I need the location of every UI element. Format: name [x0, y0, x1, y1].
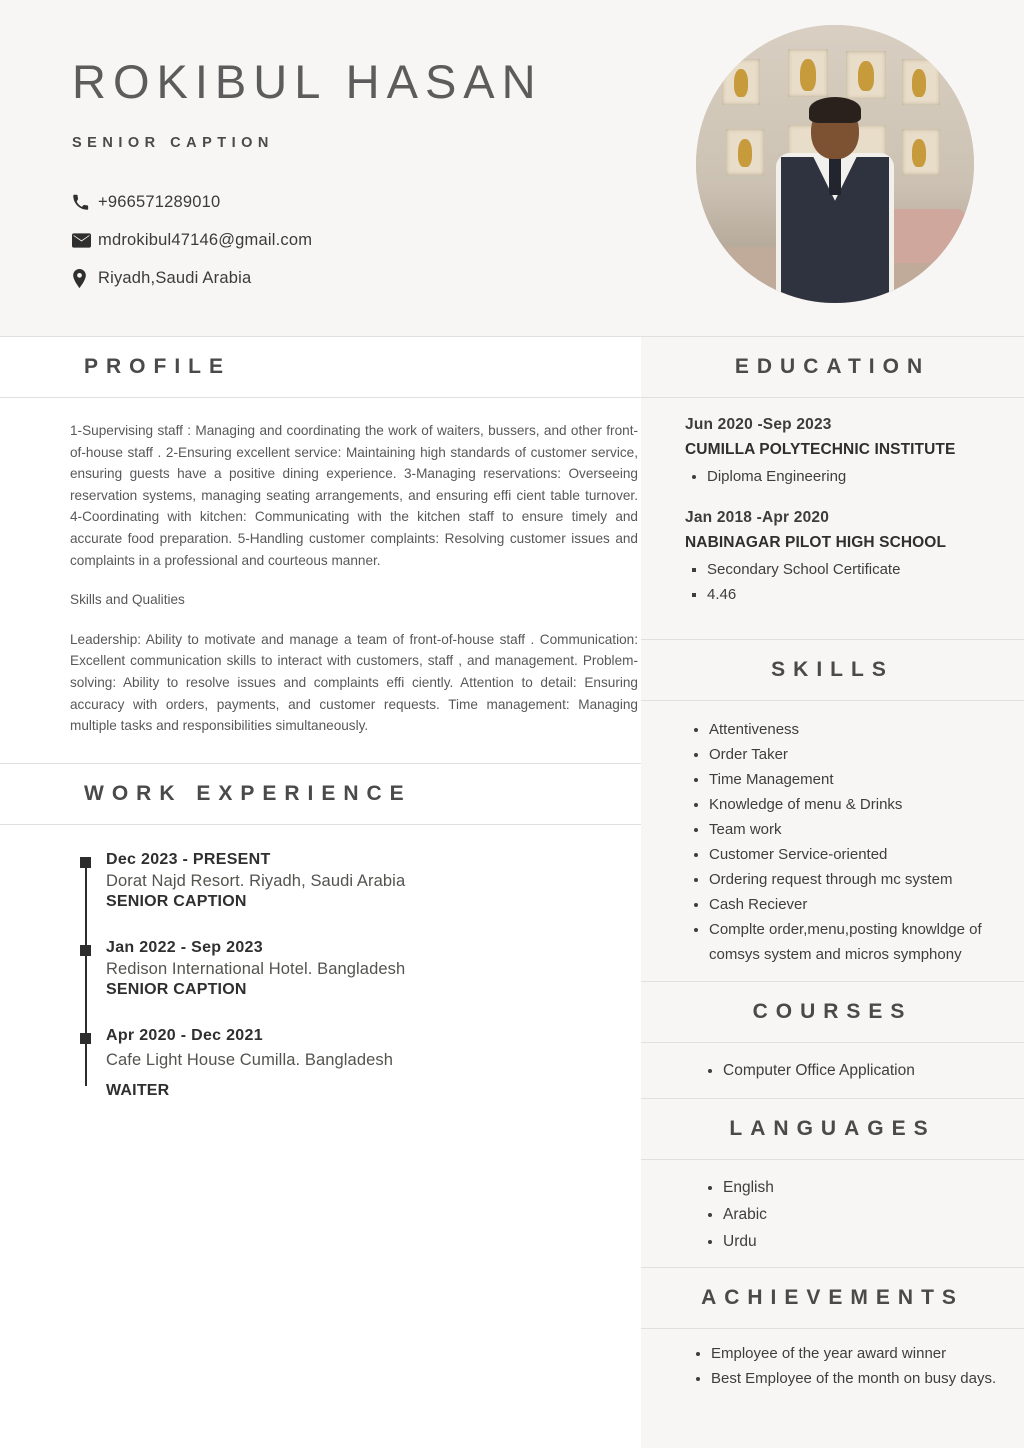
- profile-paragraph-1: 1-Supervising staff : Managing and coordinating the work of waiters, bussers, and other front-of-house staff . 2-Ensuring excellent service: Maintaining high standards of customer service, ensuring guests have a positive dining experience. 3-Managing reservations: Overseeing reservation systems, managing seating arrangements, and ensuring effi cient table turnover. 4-Coordinating with kitchen: Communicating with the kitchen staff to ensure timely and accurate food preparation. 5-Handling customer complaints: Resolving customer issues and complaints in a professional and courteous manner.: [70, 423, 638, 568]
- work-heading: WORK EXPERIENCE: [84, 781, 412, 805]
- phone-icon: [72, 194, 98, 211]
- skills-heading: SKILLS: [771, 658, 894, 681]
- list-item: • English: [723, 1174, 1006, 1201]
- courses-section-header: [641, 981, 1024, 1043]
- list-item: • Employee of the year award winner: [711, 1341, 1008, 1366]
- list-item: • Team work: [709, 817, 1006, 842]
- education-list: [641, 398, 1024, 639]
- profile-paragraph-3: Leadership: Ability to motivate and manage a team of front-of-house staff . Communication: Excellent communication skills to interact with customers, staff , and management. Problem-solving: Ability to resolve issues and complaints effi ciently. Attention to detail: Ensuring accuracy with orders, payments, and customer requests. Time management: Managing multiple tasks and responsibilities simultaneously.: [70, 631, 638, 734]
- work-item-date: Jan 2022 - Sep 2023: [106, 938, 263, 956]
- phone-text: +966571289010: [98, 192, 221, 211]
- list-item: ▪ 4.46: [707, 582, 1002, 607]
- list-item: • Urdu: [723, 1228, 1006, 1255]
- list-item: • Best Employee of the month on busy days.: [711, 1366, 1008, 1391]
- list-item: • Complte order,menu,posting knowldge of comsys system and micros symphony: [709, 917, 1006, 967]
- work-item-place: Dorat Najd Resort. Riyadh, Saudi Arabia: [106, 871, 406, 890]
- list-item: ▪ Secondary School Certificate: [707, 557, 1002, 582]
- education-section-header: [641, 336, 1024, 398]
- list-item: • Order Taker: [709, 742, 1006, 767]
- courses-heading: COURSES: [752, 1000, 913, 1023]
- education-item: [685, 509, 1002, 607]
- contact-phone[interactable]: [72, 191, 641, 213]
- work-section-header: [0, 763, 641, 825]
- profile-photo: [696, 25, 974, 303]
- languages-list: [641, 1160, 1024, 1267]
- education-item-date: Jun 2020 -Sep 2023: [685, 416, 832, 433]
- candidate-name: ROKIBUL HASAN: [72, 55, 543, 108]
- work-item-place: Cafe Light House Cumilla. Bangladesh: [106, 1050, 394, 1069]
- education-item-details: [685, 557, 1002, 607]
- work-item-role: SENIOR CAPTION: [106, 892, 247, 910]
- candidate-job-title: SENIOR CAPTION: [72, 135, 274, 151]
- education-item-school: CUMILLA POLYTECHNIC INSTITUTE: [685, 441, 956, 458]
- list-item: • Customer Service-oriented: [709, 842, 1006, 867]
- contact-email[interactable]: [72, 229, 641, 251]
- education-item-school: NABINAGAR PILOT HIGH SCHOOL: [685, 534, 947, 551]
- work-item-date: Dec 2023 - PRESENT: [106, 850, 271, 868]
- education-item-details: [685, 464, 1002, 489]
- right-column: [641, 0, 1024, 1448]
- contact-list: [72, 191, 641, 289]
- courses-list: [641, 1043, 1024, 1098]
- list-item: • Ordering request through mc system: [709, 867, 1006, 892]
- list-item: • Diploma Engineering: [707, 464, 1002, 489]
- skills-list: [641, 701, 1024, 981]
- profile-section-header: [0, 336, 641, 398]
- list-item: • Cash Reciever: [709, 892, 1006, 917]
- languages-heading: LANGUAGES: [729, 1117, 936, 1140]
- email-text: mdrokibul47146@gmail.com: [98, 230, 313, 249]
- education-item: [685, 416, 1002, 489]
- timeline-bullet-icon: [80, 1033, 91, 1044]
- timeline-bullet-icon: [80, 945, 91, 956]
- work-item-place: Redison International Hotel. Bangladesh: [106, 959, 406, 978]
- work-item: [0, 1027, 641, 1100]
- list-item: • Computer Office Application: [723, 1057, 1006, 1084]
- achievements-section-header: [641, 1267, 1024, 1329]
- list-item: • Attentiveness: [709, 717, 1006, 742]
- location-text: Riyadh,Saudi Arabia: [98, 268, 252, 287]
- list-item: • Time Management: [709, 767, 1006, 792]
- work-item-role: WAITER: [106, 1081, 170, 1099]
- work-item-role: SENIOR CAPTION: [106, 980, 247, 998]
- work-item: [0, 939, 641, 999]
- profile-heading: PROFILE: [84, 355, 232, 378]
- list-item: • Arabic: [723, 1201, 1006, 1228]
- languages-section-header: [641, 1098, 1024, 1160]
- location-icon: [72, 269, 98, 288]
- profile-body: [0, 398, 641, 737]
- skills-section-header: [641, 639, 1024, 701]
- timeline-bullet-icon: [80, 857, 91, 868]
- header-band: [0, 0, 641, 336]
- email-icon: [72, 233, 98, 248]
- work-item-date: Apr 2020 - Dec 2021: [106, 1026, 263, 1044]
- education-item-date: Jan 2018 -Apr 2020: [685, 509, 830, 526]
- education-heading: EDUCATION: [734, 355, 931, 378]
- contact-location[interactable]: [72, 267, 641, 289]
- achievements-list: [641, 1329, 1024, 1401]
- work-experience-list: [0, 825, 641, 1100]
- photo-band: [641, 0, 1024, 336]
- list-item: • Knowledge of menu & Drinks: [709, 792, 1006, 817]
- profile-paragraph-2: Skills and Qualities: [70, 592, 185, 608]
- work-item: [0, 851, 641, 911]
- achievements-heading: ACHIEVEMENTS: [701, 1286, 964, 1309]
